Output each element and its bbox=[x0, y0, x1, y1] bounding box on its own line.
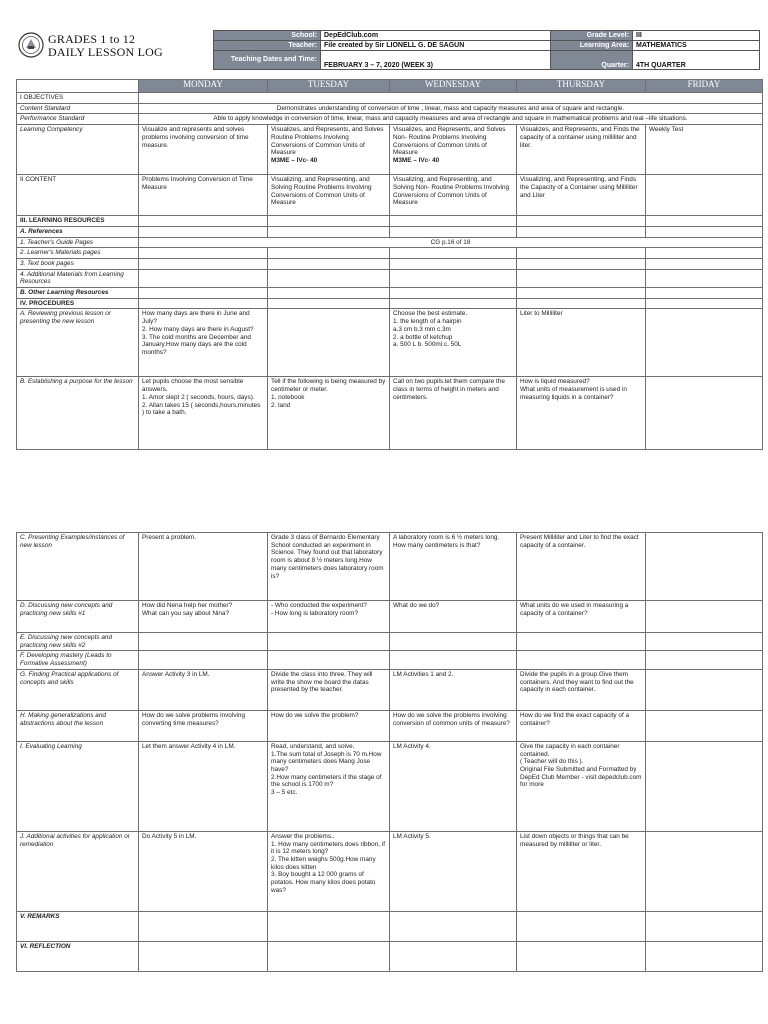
cell-blank bbox=[390, 911, 517, 941]
competency-code-wednesday: M3ME – IVc- 40 bbox=[393, 156, 440, 164]
cell-blank bbox=[390, 248, 517, 259]
cell-blank bbox=[139, 911, 268, 941]
cell-blank bbox=[646, 258, 763, 269]
dates-value: FEBRUARY 3 – 7, 2020 (WEEK 3) bbox=[321, 51, 551, 70]
cell-blank bbox=[517, 911, 646, 941]
proc-c-thursday: Present Milliliter and Liter to find the exact capacity of a container. bbox=[517, 533, 646, 601]
proc-c-monday: Present a problem. bbox=[139, 533, 268, 601]
competency-code-tuesday: M3ME – IVc- 40 bbox=[271, 156, 318, 164]
school-value: DepEdClub.com bbox=[321, 31, 551, 41]
cell-blank bbox=[390, 633, 517, 651]
learners-materials-label: 2. Learner's Materials pages bbox=[17, 248, 139, 259]
proc-a-label: A. Reviewing previous lesson or presenting the new lesson bbox=[17, 309, 139, 377]
proc-j-thursday: List down objects or things that can be measured by milliliter or liter. bbox=[517, 831, 646, 911]
day-header-tuesday: TUESDAY bbox=[268, 80, 390, 93]
cell-blank bbox=[517, 651, 646, 669]
proc-g-tuesday: Divide the class into three. They will write the show me board the datas presented by the teacher. bbox=[268, 669, 390, 710]
proc-d-monday: How did Nena help her mother? What can you say about Nina? bbox=[139, 601, 268, 633]
proc-j-label: J. Additional activities for application or remediation bbox=[17, 831, 139, 911]
textbook-pages-label: 3. Text book pages bbox=[17, 258, 139, 269]
proc-a-tuesday bbox=[268, 309, 390, 377]
teachers-guide-value: CG p.16 of 18 bbox=[139, 237, 763, 248]
procedures-heading: IV. PROCEDURES bbox=[17, 298, 139, 309]
proc-d-label: D. Discussing new concepts and practicing new skills #1 bbox=[17, 601, 139, 633]
cell-blank bbox=[517, 248, 646, 259]
day-header-wednesday: WEDNESDAY bbox=[390, 80, 517, 93]
learning-area-label: Learning Area: bbox=[551, 41, 633, 51]
quarter-label: Quarter: bbox=[551, 51, 633, 70]
proc-i-wednesday: LM Activity 4. bbox=[390, 741, 517, 831]
cell-blank bbox=[517, 288, 646, 299]
school-label: School: bbox=[214, 31, 321, 41]
cell-blank bbox=[139, 226, 268, 237]
proc-g-wednesday: LM Activities 1 and 2. bbox=[390, 669, 517, 710]
proc-j-monday: Do Activity 5 in LM. bbox=[139, 831, 268, 911]
performance-standard-value: Able to apply knowledge in conversion of time, linear, mass and capacity measures and area of rectangle and square in mathematical problems and real –life situations. bbox=[139, 114, 763, 125]
proc-i-tuesday: Read, understand, and solve. 1.The sum total of Joseph is 70 m.How many centimeters does Mang Jose have? 2.How many centimeters if the stage of the school is 1700 m? 3 – 5 etc. bbox=[268, 741, 390, 831]
learning-competency-label: Learning Competency bbox=[17, 125, 139, 175]
proc-a-wednesday: Choose the best estimate. 1. the length of a hairpin a.3 cm b.3 mm c.3m 2. a bottle of ketchup a. 500 L b. 500ml c. 50L bbox=[390, 309, 517, 377]
competency-wednesday bbox=[390, 125, 517, 175]
proc-d-thursday: What units do we used in measuring a capacity of a container? bbox=[517, 601, 646, 633]
competency-friday: Weekly Test bbox=[646, 125, 763, 175]
proc-d-friday bbox=[646, 601, 763, 633]
objectives-blank bbox=[139, 93, 763, 104]
proc-c-friday bbox=[646, 533, 763, 601]
cell-blank bbox=[268, 226, 390, 237]
cell-blank bbox=[390, 258, 517, 269]
proc-b-label: B. Establishing a purpose for the lesson bbox=[17, 377, 139, 450]
proc-j-wednesday: LM Activity 5. bbox=[390, 831, 517, 911]
cell-blank bbox=[268, 911, 390, 941]
cell-blank bbox=[268, 248, 390, 259]
cell-blank bbox=[517, 269, 646, 287]
proc-b-tuesday: Tell if the following is being measured by centimeter or meter. 1. notebook 2. land bbox=[268, 377, 390, 450]
competency-monday: Visualize and represents and solves problems involving conversion of time measure. bbox=[139, 125, 268, 175]
teacher-label: Teacher: bbox=[214, 41, 321, 51]
cell-blank bbox=[646, 941, 763, 971]
proc-g-monday: Answer Activity 3 in LM. bbox=[139, 669, 268, 710]
cell-blank bbox=[268, 633, 390, 651]
cell-blank bbox=[139, 298, 268, 309]
day-header-monday: MONDAY bbox=[139, 80, 268, 93]
cell-blank bbox=[646, 216, 763, 227]
cell-blank bbox=[517, 258, 646, 269]
day-header-friday: FRIDAY bbox=[646, 80, 763, 93]
proc-h-monday: How do we solve problems involving converting time measures? bbox=[139, 710, 268, 741]
content-thursday: Visualizing, and Representing, and Finds the Capacity of a Container using Milliliter and Liter bbox=[517, 175, 646, 216]
proc-h-tuesday: How do we solve the problem? bbox=[268, 710, 390, 741]
cell-blank bbox=[390, 288, 517, 299]
cell-blank bbox=[139, 248, 268, 259]
cell-blank bbox=[268, 288, 390, 299]
proc-f-label: F. Developing mastery (Leads to Formative Assessment) bbox=[17, 651, 139, 669]
teachers-guide-label: 1. Teacher's Guide Pages bbox=[17, 237, 139, 248]
day-header-thursday: THURSDAY bbox=[517, 80, 646, 93]
cell-blank bbox=[646, 288, 763, 299]
proc-i-friday bbox=[646, 741, 763, 831]
additional-materials-label: 4. Additional Materials from Learning Resources bbox=[17, 269, 139, 287]
proc-a-friday bbox=[646, 309, 763, 377]
cell-blank bbox=[646, 633, 763, 651]
proc-a-monday: How many days are there in June and July? 2. How many days are there in August? 3. The cold months are December and January.How many days are the cold months? bbox=[139, 309, 268, 377]
proc-i-thursday: Give the capacity in each container contained. ( Teacher will do this ). Original File Submitted and Formatted by DepEd Club Member - visit depedclub.com for more bbox=[517, 741, 646, 831]
cell-blank bbox=[268, 258, 390, 269]
proc-i-label: I. Evaluating Learning bbox=[17, 741, 139, 831]
proc-h-label: H. Making generalizations and abstractions about the lesson bbox=[17, 710, 139, 741]
cell-blank bbox=[139, 633, 268, 651]
cell-blank bbox=[517, 298, 646, 309]
lesson-table-part2 bbox=[16, 532, 763, 972]
cell-blank bbox=[268, 269, 390, 287]
cell-blank bbox=[646, 248, 763, 259]
cell-blank bbox=[646, 269, 763, 287]
cell-blank bbox=[268, 651, 390, 669]
proc-e-label: E. Discussing new concepts and practicing new skills #2 bbox=[17, 633, 139, 651]
proc-c-label: C. Presenting Examples/instances of new lesson bbox=[17, 533, 139, 601]
content-tuesday: Visualizing, and Representing, and Solving Routine Problems Involving Conversions of Common Units of Measure bbox=[268, 175, 390, 216]
content-wednesday: Visualizing, and Representing, and Solving Non- Routine Problems Involving Conversions of Common Units of Measure bbox=[390, 175, 517, 216]
cell-blank bbox=[390, 651, 517, 669]
cell-blank bbox=[139, 269, 268, 287]
proc-c-tuesday: Grade 3 class of Bernardo Elementary School conducted an experiment in Science. They found out that laboratory room is about 8 ½ meters long.How many centimeters does laboratory room is? bbox=[268, 533, 390, 601]
deped-seal-icon bbox=[18, 32, 44, 58]
content-label: II CONTENT bbox=[17, 175, 139, 216]
lesson-table-part1 bbox=[16, 79, 763, 450]
cell-blank bbox=[268, 216, 390, 227]
cell-blank bbox=[390, 269, 517, 287]
proc-h-friday bbox=[646, 710, 763, 741]
proc-b-wednesday: Call on two pupils.let them compare the class in terms of height in meters and centimeters. bbox=[390, 377, 517, 450]
cell-blank bbox=[390, 298, 517, 309]
cell-blank bbox=[268, 941, 390, 971]
competency-wednesday-text: Visualizes, and Represents, and Solves Non- Routine Problems Involving Conversions of Common Units of Measure bbox=[393, 126, 506, 157]
remarks-label: V. REMARKS bbox=[17, 911, 139, 941]
cell-blank bbox=[139, 651, 268, 669]
cell-blank bbox=[268, 298, 390, 309]
proc-d-tuesday: - Who conducted the experiment? - How long is laboratory room? bbox=[268, 601, 390, 633]
grade-level-value: III bbox=[633, 31, 760, 41]
cell-blank bbox=[139, 258, 268, 269]
competency-thursday: Visualizes, and Represents, and Finds the capacity of a container using milliliter and liter. bbox=[517, 125, 646, 175]
cell-blank bbox=[646, 298, 763, 309]
cell-blank bbox=[390, 226, 517, 237]
cell-blank bbox=[139, 941, 268, 971]
reflection-label: VI. REFLECTION bbox=[17, 941, 139, 971]
cell-blank bbox=[646, 911, 763, 941]
quarter-value: 4TH QUARTER bbox=[633, 51, 760, 70]
info-table bbox=[213, 30, 760, 70]
proc-h-wednesday: How do we solve the problems involving conversion of common units of measure? bbox=[390, 710, 517, 741]
learning-area-value: MATHEMATICS bbox=[633, 41, 760, 51]
cell-blank bbox=[646, 651, 763, 669]
proc-g-thursday: Divide the pupils in a group.Give them containers. And they want to find out the capacity in each container. bbox=[517, 669, 646, 710]
header bbox=[16, 30, 764, 76]
cell-blank bbox=[139, 216, 268, 227]
cell-blank bbox=[646, 226, 763, 237]
cell-blank bbox=[517, 216, 646, 227]
cell-blank bbox=[517, 226, 646, 237]
proc-h-thursday: How do we find the exact capacity of a container? bbox=[517, 710, 646, 741]
teacher-value: File created by Sir LIONELL G. DE SAGUN bbox=[321, 41, 551, 51]
references-heading: A. References bbox=[17, 226, 139, 237]
learning-resources-heading: III. LEARNING RESOURCES bbox=[17, 216, 139, 227]
cell-blank bbox=[517, 633, 646, 651]
cell-blank bbox=[390, 941, 517, 971]
corner-cell bbox=[17, 80, 139, 93]
cell-blank bbox=[517, 941, 646, 971]
title-line-2: DAILY LESSON LOG bbox=[48, 45, 163, 59]
title-line-1: GRADES 1 to 12 bbox=[48, 32, 136, 46]
proc-i-monday: Let them answer Activity 4 in LM. bbox=[139, 741, 268, 831]
cell-blank bbox=[139, 288, 268, 299]
grade-level-label: Grade Level: bbox=[551, 31, 633, 41]
content-friday bbox=[646, 175, 763, 216]
competency-tuesday-text: Visualizes, and Represents, and Solves Routine Problems Involving Conversions of Common Units of Measure bbox=[271, 126, 384, 157]
objectives-heading: I OBJECTIVES bbox=[17, 93, 139, 104]
proc-d-wednesday: What do we do? bbox=[390, 601, 517, 633]
proc-c-wednesday: A laboratory room is 6 ½ meters long. How many centimeters is that? bbox=[390, 533, 517, 601]
content-standard-value: Demonstrates understanding of conversion of time , linear, mass and capacity measures and area of square and rectangle. bbox=[139, 103, 763, 114]
dates-label: Teaching Dates and Time: bbox=[214, 51, 321, 70]
competency-tuesday bbox=[268, 125, 390, 175]
proc-g-friday bbox=[646, 669, 763, 710]
proc-a-thursday: Liter to Milliliter bbox=[517, 309, 646, 377]
proc-j-tuesday: Answer the problems.. 1. How many centimeters does ribbon, if it is 12 meters long? 2. The kitten weighs 500g.How many kilos does kitten 3. Boy bought a 12 000 grams of potatos. How many kilos does potato was? bbox=[268, 831, 390, 911]
proc-j-friday bbox=[646, 831, 763, 911]
performance-standard-label: Performance Standard bbox=[17, 114, 139, 125]
other-resources-label: B. Other Learning Resources bbox=[17, 288, 139, 299]
proc-g-label: G. Finding Practical applications of concepts and skills bbox=[17, 669, 139, 710]
proc-b-thursday: How is liquid measured? What units of measurement is used in measuring liquids in a container? bbox=[517, 377, 646, 450]
proc-b-monday: Let pupils choose the most sensible answers. 1. Amor slept 2 ( seconds, hours, days). 2. Allan takes 15 ( seconds,hours,minutes ) to take a bath. bbox=[139, 377, 268, 450]
content-standard-label: Content Standard bbox=[17, 103, 139, 114]
cell-blank bbox=[390, 216, 517, 227]
proc-b-friday bbox=[646, 377, 763, 450]
content-monday: Problems Involving Conversion of Time Measure bbox=[139, 175, 268, 216]
